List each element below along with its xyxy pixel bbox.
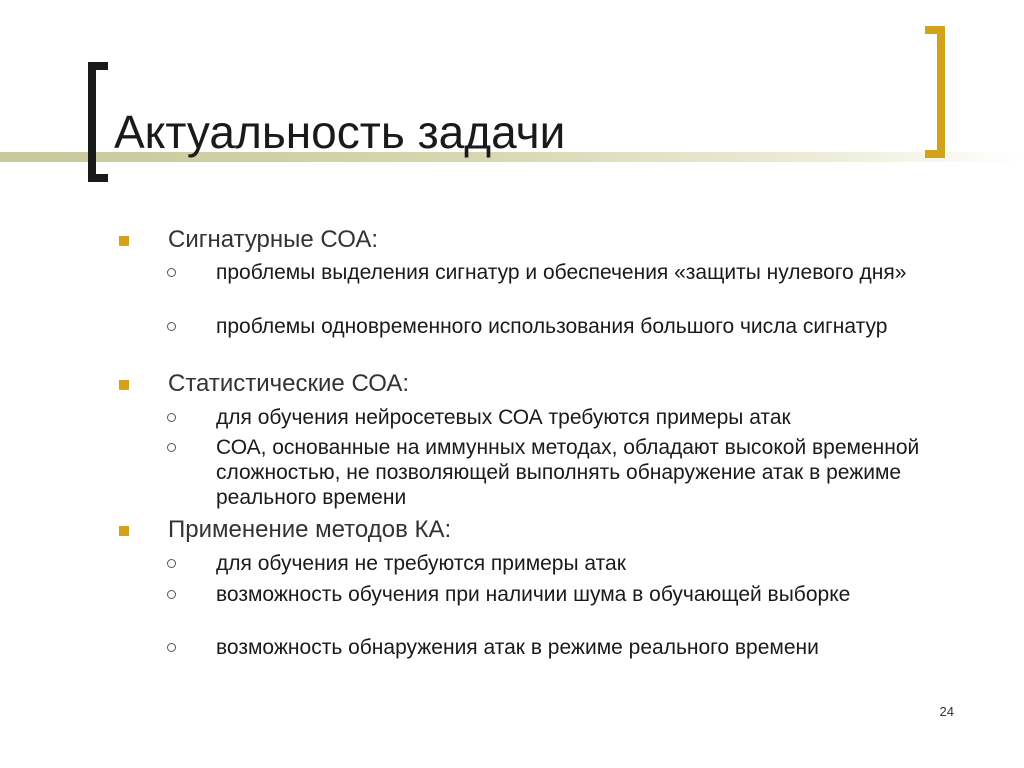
circle-bullet-icon <box>167 443 176 452</box>
sub-bullet: для обучения не требуются примеры атак <box>216 552 626 575</box>
circle-bullet-icon <box>167 643 176 652</box>
bullet-signature-ids: Сигнатурные СОА: <box>168 226 379 253</box>
sub-bullet: возможность обучения при наличии шума в обучающей выборке <box>216 583 851 606</box>
bullet-statistical-ids: Статистические СОА: <box>168 370 410 397</box>
circle-bullet-icon <box>167 559 176 568</box>
circle-bullet-icon <box>167 413 176 422</box>
circle-bullet-icon <box>167 322 176 331</box>
square-bullet-icon <box>119 526 129 536</box>
page-title: Актуальность задачи <box>114 106 566 158</box>
square-bullet-icon <box>119 236 129 246</box>
square-bullet-icon <box>119 380 129 390</box>
circle-bullet-icon <box>167 268 176 277</box>
bullet-ka-methods: Применение методов КА: <box>168 516 452 543</box>
sub-bullet: для обучения нейросетевых СОА требуются примеры атак <box>216 406 791 429</box>
circle-bullet-icon <box>167 590 176 599</box>
sub-bullet: проблемы выделения сигнатур и обеспечения «защиты нулевого дня» <box>216 261 907 284</box>
sub-bullet: СОА, основанные на иммунных методах, обладают высокой временной сложностью, не позволяющей выполнять обнаружение атак в режиме реального времени <box>216 436 920 509</box>
slide-number: 24 <box>939 704 954 719</box>
sub-bullet: проблемы одновременного использования большого числа сигнатур <box>216 315 888 338</box>
sub-bullet: возможность обнаружения атак в режиме реального времени <box>216 636 819 659</box>
